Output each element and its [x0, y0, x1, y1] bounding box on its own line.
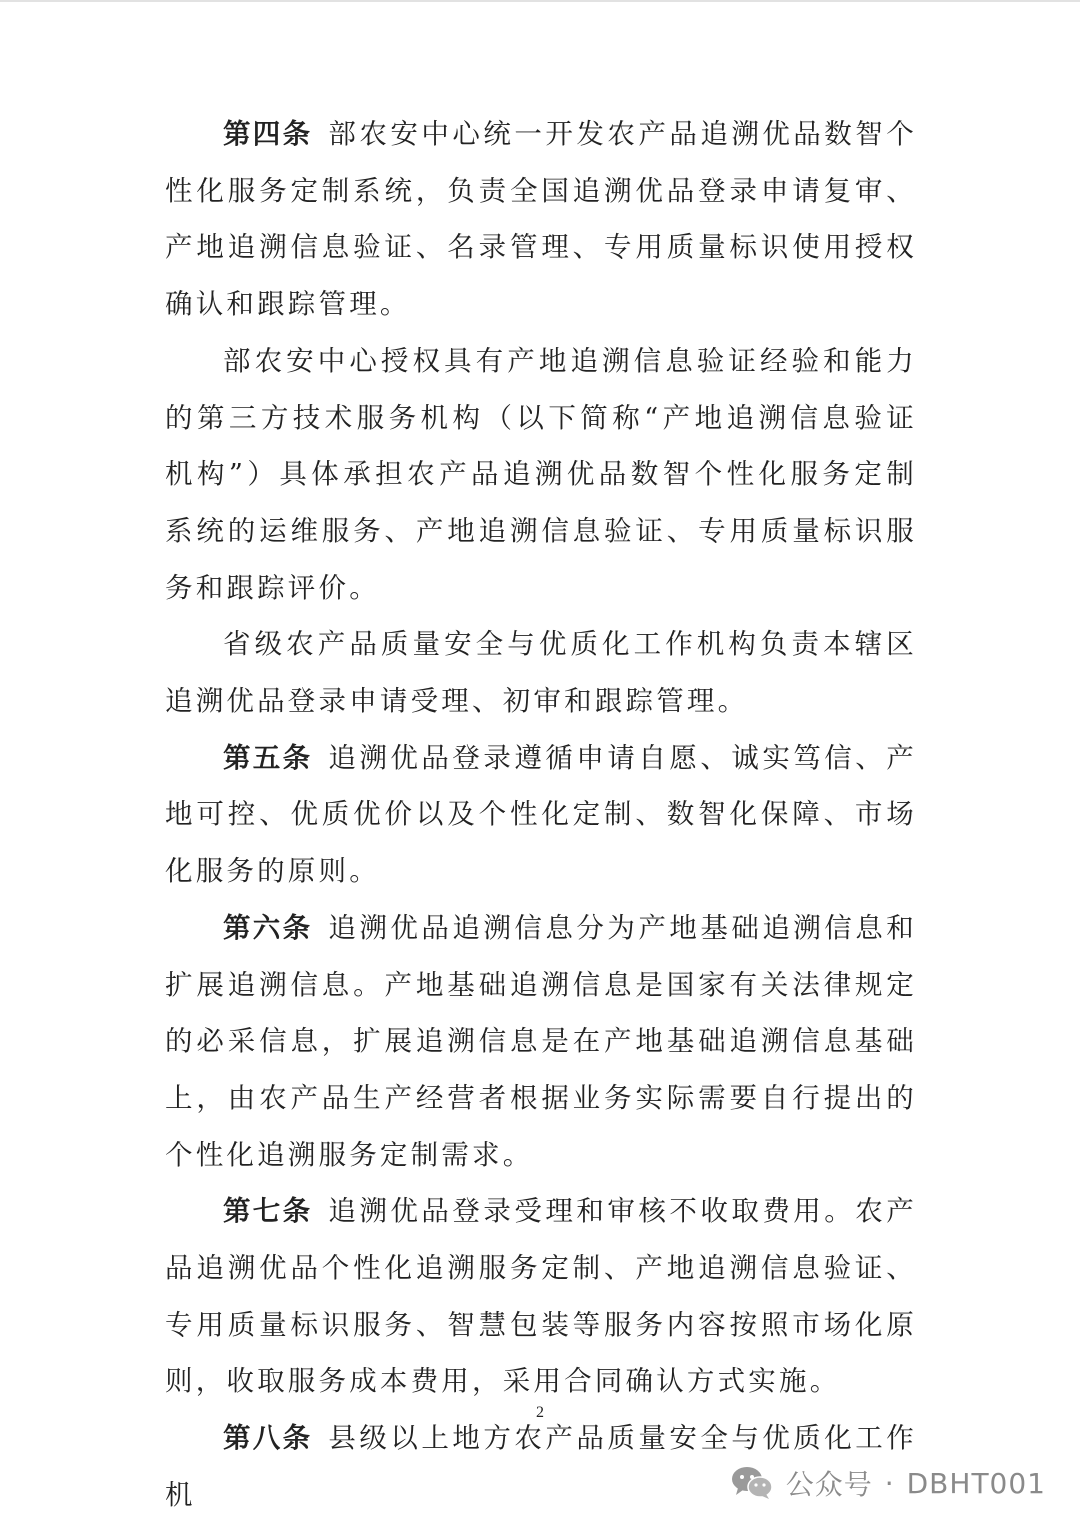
page-number: 2	[536, 1404, 544, 1421]
wechat-watermark	[730, 1458, 1046, 1508]
article-heading: 第八条	[223, 1422, 313, 1455]
paragraph-text: 追溯优品登录遵循申请自愿、诚实笃信、产地可控、优质优价以及个性化定制、数智化保障、市场化服务的原则。	[165, 741, 917, 888]
paragraph-provincial	[165, 616, 917, 729]
paragraph-text: 省级农产品质量安全与优质化工作机构负责本辖区追溯优品登录申请受理、初审和跟踪管理。	[165, 628, 917, 718]
paragraph-authorization	[165, 333, 917, 617]
paragraph-text: 追溯优品登录受理和审核不收取费用。农产品追溯优品个性化追溯服务定制、产地追溯信息验证、专用质量标识服务、智慧包装等服务内容按照市场化原则，收取服务成本费用，采用合同确认方式实施。	[165, 1195, 917, 1398]
article-heading: 第四条	[223, 118, 313, 150]
paragraph-article-6	[165, 900, 917, 1184]
paragraph-article-4	[165, 106, 917, 333]
paragraph-text: 县级以上地方农产品质量安全与优质化工作机	[165, 1422, 917, 1511]
article-heading: 第六条	[223, 911, 313, 944]
page-top-border	[0, 0, 1080, 2]
wechat-icon	[730, 1465, 774, 1501]
watermark-separator: ·	[884, 1466, 895, 1500]
paragraph-text: 部农安中心统一开发农产品追溯优品数智个性化服务定制系统，负责全国追溯优品登录申请复审、产地追溯信息验证、名录管理、专用质量标识使用授权确认和跟踪管理。	[165, 118, 917, 321]
watermark-account: DBHT001	[906, 1466, 1046, 1500]
watermark-label: 公众号	[785, 1468, 873, 1501]
paragraph-article-7	[165, 1183, 917, 1410]
document-body	[165, 106, 917, 1524]
article-heading: 第七条	[223, 1195, 313, 1228]
paragraph-text: 追溯优品追溯信息分为产地基础追溯信息和扩展追溯信息。产地基础追溯信息是国家有关法律规定的必采信息，扩展追溯信息是在产地基础追溯信息基础上，由农产品生产经营者根据业务实际需要自行提出的个性化追溯服务定制需求。	[165, 911, 917, 1171]
paragraph-text: 部农安中心授权具有产地追溯信息验证经验和能力的第三方技术服务机构（以下简称“产地追溯信息验证机构”）具体承担农产品追溯优品数智个性化服务定制系统的运维服务、产地追溯信息验证、专用质量标识服务和跟踪评价。	[165, 344, 917, 604]
article-heading: 第五条	[223, 741, 313, 774]
paragraph-article-5	[165, 730, 917, 900]
